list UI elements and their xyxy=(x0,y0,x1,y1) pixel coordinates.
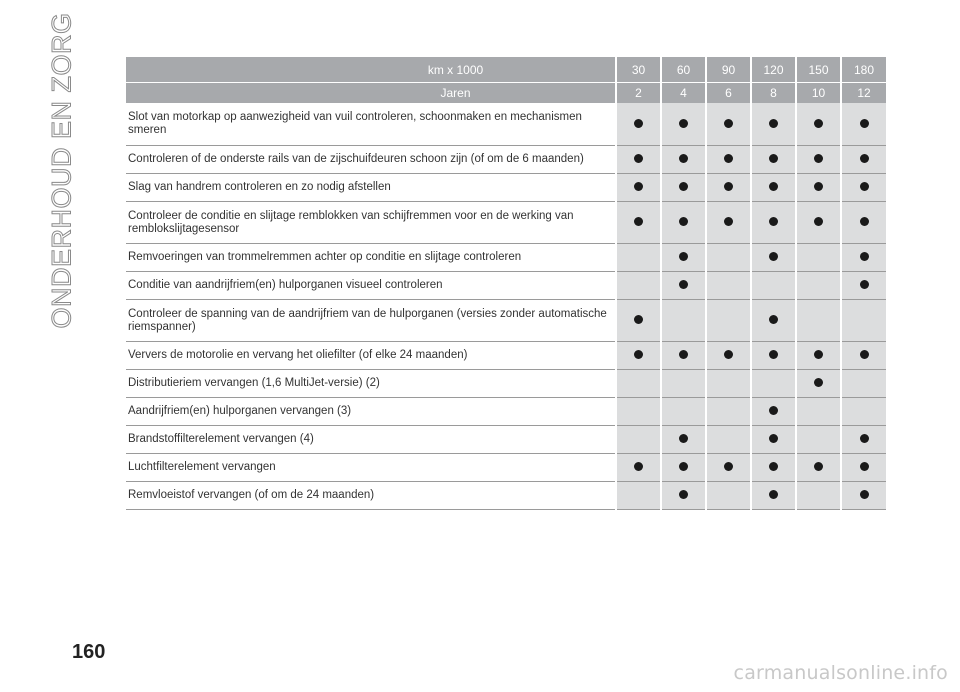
required-dot-icon xyxy=(814,119,823,128)
required-dot-icon xyxy=(679,217,688,226)
required-dot-icon xyxy=(769,462,778,471)
required-dot-icon xyxy=(860,182,869,191)
required-dot-icon xyxy=(769,252,778,261)
required-dot-icon xyxy=(679,434,688,443)
maintenance-task-label: Conditie van aandrijfriem(en) hulporganen visueel controleren xyxy=(126,271,616,299)
interval-cell xyxy=(661,299,706,341)
required-dot-icon xyxy=(769,490,778,499)
maintenance-task-label: Brandstoffilterelement vervangen (4) xyxy=(126,425,616,453)
interval-cell xyxy=(616,201,661,243)
interval-cell xyxy=(796,425,841,453)
table-row xyxy=(126,271,886,299)
table-row xyxy=(126,103,886,145)
interval-cell xyxy=(661,397,706,425)
interval-cell xyxy=(616,271,661,299)
year-value: 6 xyxy=(706,83,751,104)
table-row xyxy=(126,397,886,425)
interval-cell xyxy=(661,453,706,481)
interval-cell xyxy=(841,103,886,145)
interval-cell xyxy=(706,243,751,271)
maintenance-task-label: Aandrijfriem(en) hulporganen vervangen (3) xyxy=(126,397,616,425)
table-row xyxy=(126,243,886,271)
interval-cell xyxy=(841,173,886,201)
required-dot-icon xyxy=(769,315,778,324)
maintenance-task-label: Controleer de conditie en slijtage remblokken van schijfremmen voor en de werking van remblokslijtagesensor xyxy=(126,201,616,243)
interval-cell xyxy=(796,173,841,201)
interval-cell xyxy=(661,271,706,299)
interval-cell xyxy=(616,299,661,341)
required-dot-icon xyxy=(814,378,823,387)
interval-cell xyxy=(751,425,796,453)
required-dot-icon xyxy=(814,350,823,359)
required-dot-icon xyxy=(814,154,823,163)
interval-cell xyxy=(616,481,661,509)
required-dot-icon xyxy=(769,350,778,359)
interval-cell xyxy=(706,145,751,173)
required-dot-icon xyxy=(769,182,778,191)
required-dot-icon xyxy=(679,490,688,499)
required-dot-icon xyxy=(634,154,643,163)
required-dot-icon xyxy=(769,154,778,163)
interval-cell xyxy=(841,341,886,369)
interval-cell xyxy=(616,173,661,201)
maintenance-task-label: Ververs de motorolie en vervang het oliefilter (of elke 24 maanden) xyxy=(126,341,616,369)
watermark-text: carmanualsonline.info xyxy=(733,662,948,684)
interval-cell xyxy=(616,453,661,481)
km-value: 180 xyxy=(841,57,886,83)
interval-cell xyxy=(706,299,751,341)
interval-cell xyxy=(616,425,661,453)
interval-cell xyxy=(796,243,841,271)
required-dot-icon xyxy=(769,406,778,415)
table-row xyxy=(126,201,886,243)
required-dot-icon xyxy=(724,462,733,471)
interval-cell xyxy=(751,397,796,425)
required-dot-icon xyxy=(724,217,733,226)
required-dot-icon xyxy=(814,462,823,471)
interval-cell xyxy=(706,103,751,145)
interval-cell xyxy=(706,341,751,369)
interval-cell xyxy=(751,145,796,173)
interval-cell xyxy=(751,341,796,369)
maintenance-task-label: Luchtfilterelement vervangen xyxy=(126,453,616,481)
interval-cell xyxy=(706,397,751,425)
required-dot-icon xyxy=(769,217,778,226)
required-dot-icon xyxy=(860,434,869,443)
table-row xyxy=(126,425,886,453)
year-value: 8 xyxy=(751,83,796,104)
section-title-text: ONDERHOUD EN ZORG xyxy=(46,11,77,329)
table-row xyxy=(126,341,886,369)
km-label: km x 1000 xyxy=(126,57,616,83)
interval-cell xyxy=(661,341,706,369)
maintenance-task-label: Controleren of de onderste rails van de zijschuifdeuren schoon zijn (of om de 6 maanden) xyxy=(126,145,616,173)
maintenance-schedule-table xyxy=(126,57,886,510)
required-dot-icon xyxy=(860,462,869,471)
required-dot-icon xyxy=(634,462,643,471)
interval-cell xyxy=(841,369,886,397)
interval-cell xyxy=(796,271,841,299)
interval-cell xyxy=(706,453,751,481)
interval-cell xyxy=(751,299,796,341)
required-dot-icon xyxy=(679,350,688,359)
header-row-km xyxy=(126,57,886,83)
required-dot-icon xyxy=(679,252,688,261)
maintenance-task-label: Slot van motorkap op aanwezigheid van vuil controleren, schoonmaken en mechanismen smeren xyxy=(126,103,616,145)
maintenance-schedule-table-wrapper xyxy=(126,57,886,510)
table-row xyxy=(126,453,886,481)
interval-cell xyxy=(841,243,886,271)
required-dot-icon xyxy=(679,119,688,128)
table-row xyxy=(126,173,886,201)
required-dot-icon xyxy=(769,119,778,128)
year-value: 10 xyxy=(796,83,841,104)
maintenance-task-label: Distributieriem vervangen (1,6 MultiJet-versie) (2) xyxy=(126,369,616,397)
required-dot-icon xyxy=(814,182,823,191)
interval-cell xyxy=(841,299,886,341)
interval-cell xyxy=(706,425,751,453)
maintenance-task-label: Slag van handrem controleren en zo nodig afstellen xyxy=(126,173,616,201)
required-dot-icon xyxy=(860,252,869,261)
interval-cell xyxy=(796,103,841,145)
interval-cell xyxy=(616,397,661,425)
interval-cell xyxy=(796,453,841,481)
interval-cell xyxy=(841,425,886,453)
interval-cell xyxy=(661,243,706,271)
interval-cell xyxy=(706,271,751,299)
section-title-vertical xyxy=(22,11,102,329)
interval-cell xyxy=(751,271,796,299)
interval-cell xyxy=(661,103,706,145)
interval-cell xyxy=(661,173,706,201)
interval-cell xyxy=(661,481,706,509)
interval-cell xyxy=(616,243,661,271)
schedule-body xyxy=(126,103,886,509)
km-value: 150 xyxy=(796,57,841,83)
required-dot-icon xyxy=(724,154,733,163)
interval-cell xyxy=(706,201,751,243)
required-dot-icon xyxy=(679,154,688,163)
required-dot-icon xyxy=(860,350,869,359)
required-dot-icon xyxy=(634,217,643,226)
interval-cell xyxy=(706,481,751,509)
maintenance-task-label: Remvoeringen van trommelremmen achter op conditie en slijtage controleren xyxy=(126,243,616,271)
interval-cell xyxy=(751,173,796,201)
interval-cell xyxy=(661,145,706,173)
interval-cell xyxy=(796,299,841,341)
required-dot-icon xyxy=(860,490,869,499)
interval-cell xyxy=(661,369,706,397)
required-dot-icon xyxy=(679,462,688,471)
year-value: 2 xyxy=(616,83,661,104)
required-dot-icon xyxy=(860,154,869,163)
required-dot-icon xyxy=(814,217,823,226)
required-dot-icon xyxy=(634,182,643,191)
required-dot-icon xyxy=(634,350,643,359)
required-dot-icon xyxy=(860,280,869,289)
table-row xyxy=(126,299,886,341)
interval-cell xyxy=(751,369,796,397)
interval-cell xyxy=(841,481,886,509)
table-row xyxy=(126,481,886,509)
required-dot-icon xyxy=(634,315,643,324)
interval-cell xyxy=(706,369,751,397)
interval-cell xyxy=(706,173,751,201)
interval-cell xyxy=(616,341,661,369)
required-dot-icon xyxy=(679,280,688,289)
required-dot-icon xyxy=(724,350,733,359)
year-value: 12 xyxy=(841,83,886,104)
years-label: Jaren xyxy=(126,83,616,104)
table-row xyxy=(126,145,886,173)
interval-cell xyxy=(751,243,796,271)
required-dot-icon xyxy=(860,217,869,226)
interval-cell xyxy=(796,481,841,509)
required-dot-icon xyxy=(724,119,733,128)
km-value: 120 xyxy=(751,57,796,83)
interval-cell xyxy=(661,201,706,243)
required-dot-icon xyxy=(634,119,643,128)
interval-cell xyxy=(751,453,796,481)
interval-cell xyxy=(796,397,841,425)
interval-cell xyxy=(841,271,886,299)
interval-cell xyxy=(616,103,661,145)
interval-cell xyxy=(841,201,886,243)
interval-cell xyxy=(616,145,661,173)
interval-cell xyxy=(661,425,706,453)
interval-cell xyxy=(796,145,841,173)
required-dot-icon xyxy=(724,182,733,191)
interval-cell xyxy=(796,201,841,243)
interval-cell xyxy=(796,341,841,369)
table-row xyxy=(126,369,886,397)
interval-cell xyxy=(841,453,886,481)
km-value: 60 xyxy=(661,57,706,83)
maintenance-task-label: Remvloeistof vervangen (of om de 24 maanden) xyxy=(126,481,616,509)
interval-cell xyxy=(796,369,841,397)
interval-cell xyxy=(751,201,796,243)
interval-cell xyxy=(751,103,796,145)
page-number: 160 xyxy=(72,641,106,663)
maintenance-task-label: Controleer de spanning van de aandrijfriem van de hulporganen (versies zonder automatische riemspanner) xyxy=(126,299,616,341)
required-dot-icon xyxy=(679,182,688,191)
interval-cell xyxy=(751,481,796,509)
required-dot-icon xyxy=(769,434,778,443)
required-dot-icon xyxy=(860,119,869,128)
header-row-years xyxy=(126,83,886,104)
interval-cell xyxy=(841,145,886,173)
km-value: 90 xyxy=(706,57,751,83)
interval-cell xyxy=(841,397,886,425)
km-value: 30 xyxy=(616,57,661,83)
year-value: 4 xyxy=(661,83,706,104)
interval-cell xyxy=(616,369,661,397)
